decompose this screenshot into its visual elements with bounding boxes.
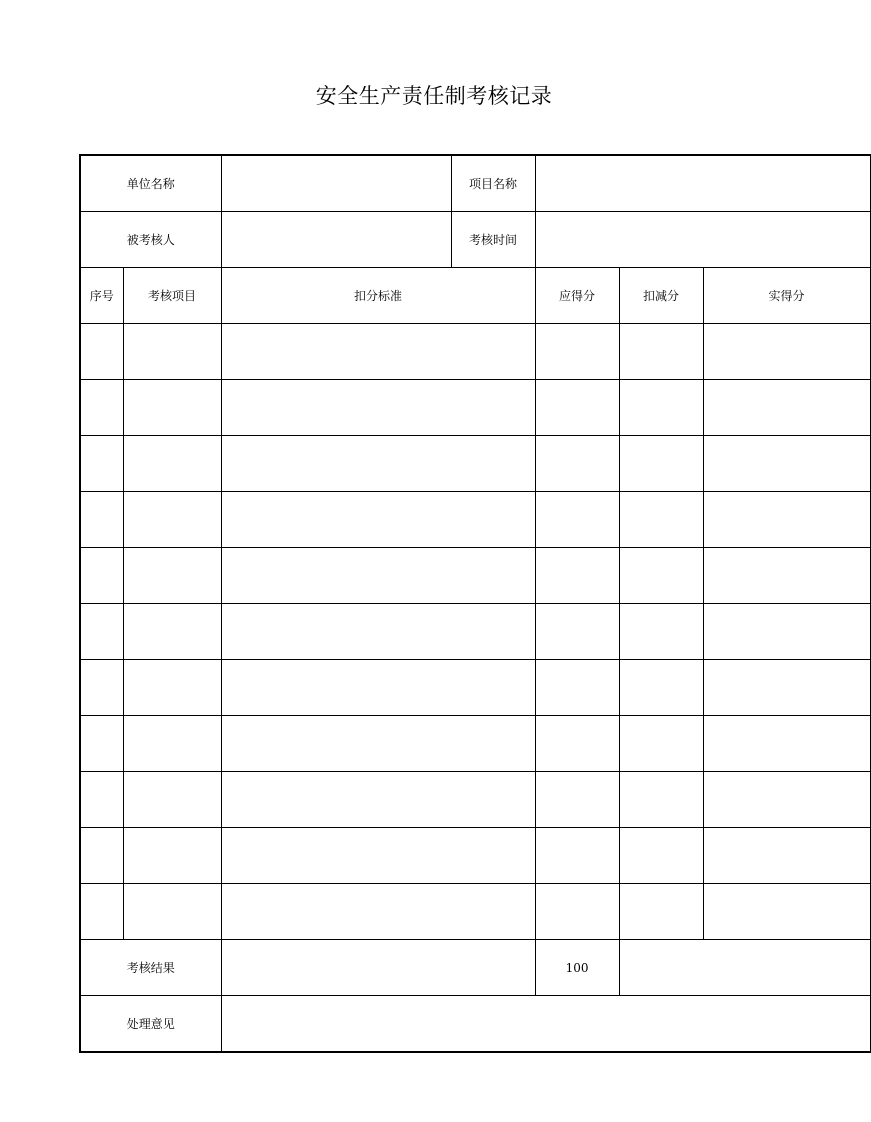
row-deduct-cell[interactable] <box>619 604 703 660</box>
unit-row <box>80 155 870 212</box>
row-should-score-cell[interactable] <box>535 660 619 716</box>
col-header-actual: 实得分 <box>703 268 870 324</box>
row-standard-cell[interactable] <box>221 436 535 492</box>
table-row <box>80 380 870 436</box>
table-row <box>80 324 870 380</box>
opinion-label: 处理意见 <box>80 996 221 1053</box>
row-standard-cell[interactable] <box>221 828 535 884</box>
row-actual-cell[interactable] <box>703 492 870 548</box>
table-row <box>80 548 870 604</box>
assessment-form-table <box>79 154 871 1053</box>
row-should-score-cell[interactable] <box>535 716 619 772</box>
row-item-cell[interactable] <box>123 604 221 660</box>
row-actual-cell[interactable] <box>703 324 870 380</box>
deduct-total-field[interactable] <box>619 940 870 996</box>
row-item-cell[interactable] <box>123 380 221 436</box>
result-label: 考核结果 <box>80 940 221 996</box>
row-item-cell[interactable] <box>123 492 221 548</box>
row-should-score-cell[interactable] <box>535 548 619 604</box>
examinee-field[interactable] <box>221 212 451 268</box>
row-seq-cell[interactable] <box>80 660 123 716</box>
form-frame <box>79 154 805 1052</box>
opinion-field[interactable] <box>221 996 870 1053</box>
row-standard-cell[interactable] <box>221 716 535 772</box>
row-actual-cell[interactable] <box>703 604 870 660</box>
row-standard-cell[interactable] <box>221 492 535 548</box>
opinion-row <box>80 996 870 1053</box>
total-score-cell: 100 <box>535 940 619 996</box>
col-header-standard: 扣分标准 <box>221 268 535 324</box>
row-deduct-cell[interactable] <box>619 660 703 716</box>
col-header-item: 考核项目 <box>123 268 221 324</box>
table-row <box>80 828 870 884</box>
row-standard-cell[interactable] <box>221 548 535 604</box>
row-deduct-cell[interactable] <box>619 828 703 884</box>
row-actual-cell[interactable] <box>703 716 870 772</box>
row-deduct-cell[interactable] <box>619 548 703 604</box>
row-should-score-cell[interactable] <box>535 324 619 380</box>
row-actual-cell[interactable] <box>703 660 870 716</box>
row-seq-cell[interactable] <box>80 884 123 940</box>
result-row <box>80 940 870 996</box>
row-seq-cell[interactable] <box>80 828 123 884</box>
row-deduct-cell[interactable] <box>619 436 703 492</box>
row-standard-cell[interactable] <box>221 884 535 940</box>
row-standard-cell[interactable] <box>221 772 535 828</box>
row-deduct-cell[interactable] <box>619 380 703 436</box>
row-seq-cell[interactable] <box>80 716 123 772</box>
col-header-should-score: 应得分 <box>535 268 619 324</box>
row-deduct-cell[interactable] <box>619 716 703 772</box>
project-name-label: 项目名称 <box>451 155 535 212</box>
table-row <box>80 884 870 940</box>
table-row <box>80 660 870 716</box>
row-standard-cell[interactable] <box>221 380 535 436</box>
row-seq-cell[interactable] <box>80 324 123 380</box>
row-seq-cell[interactable] <box>80 436 123 492</box>
row-seq-cell[interactable] <box>80 492 123 548</box>
row-item-cell[interactable] <box>123 884 221 940</box>
row-actual-cell[interactable] <box>703 548 870 604</box>
row-actual-cell[interactable] <box>703 436 870 492</box>
row-should-score-cell[interactable] <box>535 492 619 548</box>
row-standard-cell[interactable] <box>221 604 535 660</box>
row-item-cell[interactable] <box>123 436 221 492</box>
row-should-score-cell[interactable] <box>535 604 619 660</box>
column-header-row <box>80 268 870 324</box>
row-actual-cell[interactable] <box>703 828 870 884</box>
row-item-cell[interactable] <box>123 716 221 772</box>
unit-name-field[interactable] <box>221 155 451 212</box>
row-item-cell[interactable] <box>123 548 221 604</box>
table-row <box>80 772 870 828</box>
row-seq-cell[interactable] <box>80 604 123 660</box>
row-actual-cell[interactable] <box>703 772 870 828</box>
row-item-cell[interactable] <box>123 828 221 884</box>
row-deduct-cell[interactable] <box>619 884 703 940</box>
row-item-cell[interactable] <box>123 324 221 380</box>
row-deduct-cell[interactable] <box>619 324 703 380</box>
examinee-row <box>80 212 870 268</box>
unit-name-label: 单位名称 <box>80 155 221 212</box>
table-row <box>80 716 870 772</box>
row-actual-cell[interactable] <box>703 380 870 436</box>
result-field[interactable] <box>221 940 535 996</box>
row-seq-cell[interactable] <box>80 380 123 436</box>
row-seq-cell[interactable] <box>80 772 123 828</box>
row-standard-cell[interactable] <box>221 660 535 716</box>
page-title: 安全生产责任制考核记录 <box>315 84 553 108</box>
row-should-score-cell[interactable] <box>535 436 619 492</box>
project-name-field[interactable] <box>535 155 870 212</box>
row-should-score-cell[interactable] <box>535 772 619 828</box>
row-should-score-cell[interactable] <box>535 828 619 884</box>
row-seq-cell[interactable] <box>80 548 123 604</box>
col-header-deduct: 扣减分 <box>619 268 703 324</box>
row-item-cell[interactable] <box>123 772 221 828</box>
row-item-cell[interactable] <box>123 660 221 716</box>
table-row <box>80 436 870 492</box>
table-row <box>80 604 870 660</box>
row-actual-cell[interactable] <box>703 884 870 940</box>
examinee-label: 被考核人 <box>80 212 221 268</box>
row-should-score-cell[interactable] <box>535 884 619 940</box>
exam-time-label: 考核时间 <box>451 212 535 268</box>
exam-time-field[interactable] <box>535 212 870 268</box>
row-standard-cell[interactable] <box>221 324 535 380</box>
row-deduct-cell[interactable] <box>619 492 703 548</box>
row-should-score-cell[interactable] <box>535 380 619 436</box>
row-deduct-cell[interactable] <box>619 772 703 828</box>
table-row <box>80 492 870 548</box>
col-header-seq: 序号 <box>80 268 123 324</box>
